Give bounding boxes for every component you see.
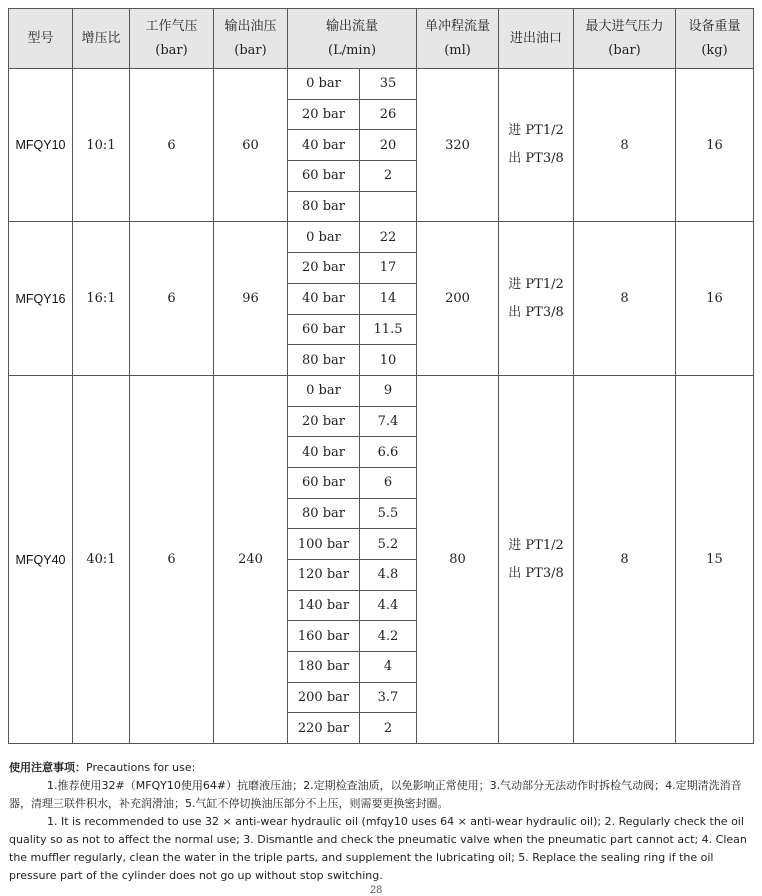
stroke-cell: 200 (417, 222, 499, 375)
flow-value-cell: 9 (360, 375, 417, 406)
port-in-label: 进 PT1/2 (508, 276, 564, 292)
flow-value-cell: 4.8 (360, 560, 417, 591)
flow-value-cell: 4 (360, 652, 417, 683)
flow-value-cell: 10 (360, 345, 417, 376)
max-air-cell: 8 (574, 222, 676, 375)
stroke-cell: 80 (417, 375, 499, 743)
flow-pressure-cell: 20 bar (288, 253, 360, 284)
flow-value-cell: 22 (360, 222, 417, 253)
flow-value-cell: 2 (360, 161, 417, 192)
flow-pressure-cell: 80 bar (288, 191, 360, 222)
header-port: 进出油口 (499, 9, 574, 69)
header-model: 型号 (9, 9, 73, 69)
flow-value-cell: 5.2 (360, 529, 417, 560)
flow-pressure-cell: 60 bar (288, 467, 360, 498)
flow-pressure-cell: 220 bar (288, 713, 360, 744)
port-in-label: 进 PT1/2 (508, 537, 564, 553)
flow-value-cell: 7.4 (360, 406, 417, 437)
header-row (9, 9, 754, 69)
ratio-cell: 10:1 (73, 69, 130, 222)
flow-value-cell: 4.4 (360, 590, 417, 621)
port-out-label: 出 PT3/8 (508, 565, 564, 581)
flow-pressure-cell: 60 bar (288, 161, 360, 192)
oil-pressure-cell: 240 (214, 375, 288, 743)
flow-pressure-cell: 100 bar (288, 529, 360, 560)
header-ratio: 增压比 (73, 9, 130, 69)
header-flow: 输出流量 (L/min) (288, 9, 417, 69)
flow-value-cell: 20 (360, 130, 417, 161)
flow-pressure-cell: 20 bar (288, 406, 360, 437)
flow-value-cell: 6.6 (360, 437, 417, 468)
page-number: 28 (370, 884, 383, 896)
flow-pressure-cell: 0 bar (288, 375, 360, 406)
port-out-label: 出 PT3/8 (508, 304, 564, 320)
spec-table (8, 8, 754, 744)
notes-zh-text: 1.推荐使用32#（MFQY10使用64#）抗磨液压油；2.定期检查油质，以免影响正常使用；3.气动部分无法动作时拆检气动阀；4.定期清洗消音器，清理三联件积水，补充润滑油；5.气缸不停切换油压部分不上压，则需要更换密封圈。 (9, 779, 742, 810)
max-air-cell: 8 (574, 375, 676, 743)
flow-value-cell: 6 (360, 467, 417, 498)
ratio-cell: 40:1 (73, 375, 130, 743)
flow-pressure-cell: 160 bar (288, 621, 360, 652)
model-cell: MFQY40 (9, 375, 73, 743)
flow-value-cell: 26 (360, 99, 417, 130)
oil-pressure-cell: 60 (214, 69, 288, 222)
header-max-air: 最大进气压力 (bar) (574, 9, 676, 69)
precautions-notes (9, 759, 754, 885)
port-cell (499, 222, 574, 375)
notes-title-zh: 使用注意事项： (9, 761, 86, 774)
flow-pressure-cell: 0 bar (288, 69, 360, 100)
header-stroke: 单冲程流量 (ml) (417, 9, 499, 69)
header-oil-pressure: 输出油压 (bar) (214, 9, 288, 69)
flow-pressure-cell: 60 bar (288, 314, 360, 345)
port-out-label: 出 PT3/8 (508, 151, 564, 167)
flow-value-cell: 3.7 (360, 682, 417, 713)
flow-pressure-cell: 20 bar (288, 99, 360, 130)
notes-en-text: 1. It is recommended to use 32 × anti-wear hydraulic oil (mfqy10 uses 64 × anti-wear hydraulic oil); 2. Regularly check the oil quality so as not to affect the normal use; 3. Dismantle and check the pneumatic valve when the pneumatic part cannot act; 4. Clean the muffler regularly, clean the water in the triple parts, and supplement the lubricating oil; 5. Replace the sealing ring if the oil pressure part of the cylinder does not go up without stop switching. (9, 815, 747, 882)
flow-pressure-cell: 140 bar (288, 590, 360, 621)
flow-value-cell: 11.5 (360, 314, 417, 345)
weight-cell: 16 (676, 69, 754, 222)
flow-pressure-cell: 80 bar (288, 498, 360, 529)
port-cell (499, 69, 574, 222)
table-row (9, 222, 754, 253)
flow-value-cell: 5.5 (360, 498, 417, 529)
table-row (9, 375, 754, 406)
max-air-cell: 8 (574, 69, 676, 222)
port-cell (499, 375, 574, 743)
header-air-pressure: 工作气压 (bar) (130, 9, 214, 69)
flow-value-cell: 35 (360, 69, 417, 100)
flow-pressure-cell: 40 bar (288, 130, 360, 161)
flow-value-cell: 4.2 (360, 621, 417, 652)
flow-pressure-cell: 80 bar (288, 345, 360, 376)
weight-cell: 15 (676, 375, 754, 743)
model-cell: MFQY10 (9, 69, 73, 222)
air-pressure-cell: 6 (130, 222, 214, 375)
flow-pressure-cell: 200 bar (288, 682, 360, 713)
weight-cell: 16 (676, 222, 754, 375)
air-pressure-cell: 6 (130, 69, 214, 222)
stroke-cell: 320 (417, 69, 499, 222)
port-in-label: 进 PT1/2 (508, 123, 564, 139)
oil-pressure-cell: 96 (214, 222, 288, 375)
flow-value-cell: 14 (360, 283, 417, 314)
notes-title-en: Precautions for use: (86, 761, 196, 774)
air-pressure-cell: 6 (130, 375, 214, 743)
ratio-cell: 16:1 (73, 222, 130, 375)
model-cell: MFQY16 (9, 222, 73, 375)
flow-value-cell: 17 (360, 253, 417, 284)
flow-pressure-cell: 40 bar (288, 437, 360, 468)
header-weight: 设备重量 (kg) (676, 9, 754, 69)
flow-pressure-cell: 180 bar (288, 652, 360, 683)
flow-pressure-cell: 120 bar (288, 560, 360, 591)
flow-value-cell: 2 (360, 713, 417, 744)
flow-pressure-cell: 0 bar (288, 222, 360, 253)
flow-value-cell (360, 191, 417, 222)
flow-pressure-cell: 40 bar (288, 283, 360, 314)
table-row (9, 69, 754, 100)
